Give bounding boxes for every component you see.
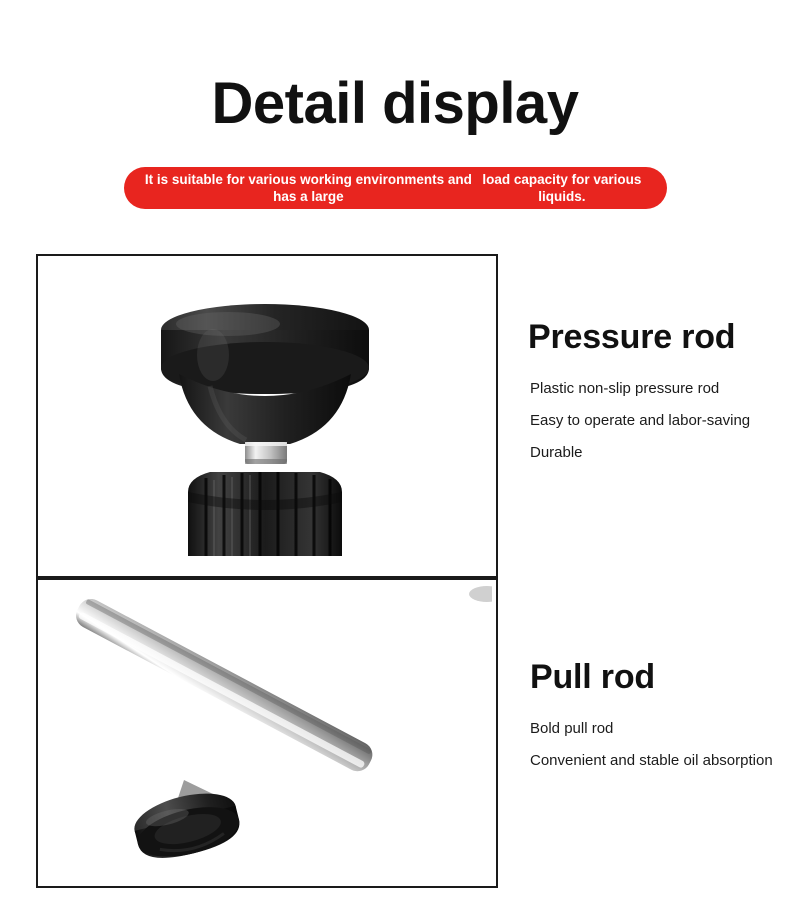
pressure-rod-illustration	[38, 256, 492, 572]
pull-rod-illustration	[38, 580, 492, 882]
pull-rod-heading: Pull rod	[530, 658, 655, 696]
subtitle-banner	[124, 167, 667, 209]
banner-line-1: It is suitable for various working environments and has a large	[144, 172, 472, 204]
pressure-rod-line-2: Easy to operate and labor-saving	[530, 412, 751, 429]
pressure-rod-image-panel	[36, 254, 498, 578]
pull-rod-line-2: Convenient and stable oil absorption	[530, 752, 773, 769]
pressure-rod-heading: Pressure rod	[528, 318, 736, 356]
pull-rod-text-block	[530, 658, 773, 770]
pull-rod-line-1: Bold pull rod	[530, 720, 614, 737]
pull-rod-image-panel	[36, 578, 498, 888]
pressure-rod-line-3: Durable	[530, 444, 583, 461]
pressure-rod-text-block	[530, 318, 750, 462]
pressure-rod-line-1: Plastic non-slip pressure rod	[530, 380, 720, 397]
page-title: Detail display	[211, 71, 579, 136]
banner-line-2: load capacity for various liquids.	[482, 172, 642, 204]
